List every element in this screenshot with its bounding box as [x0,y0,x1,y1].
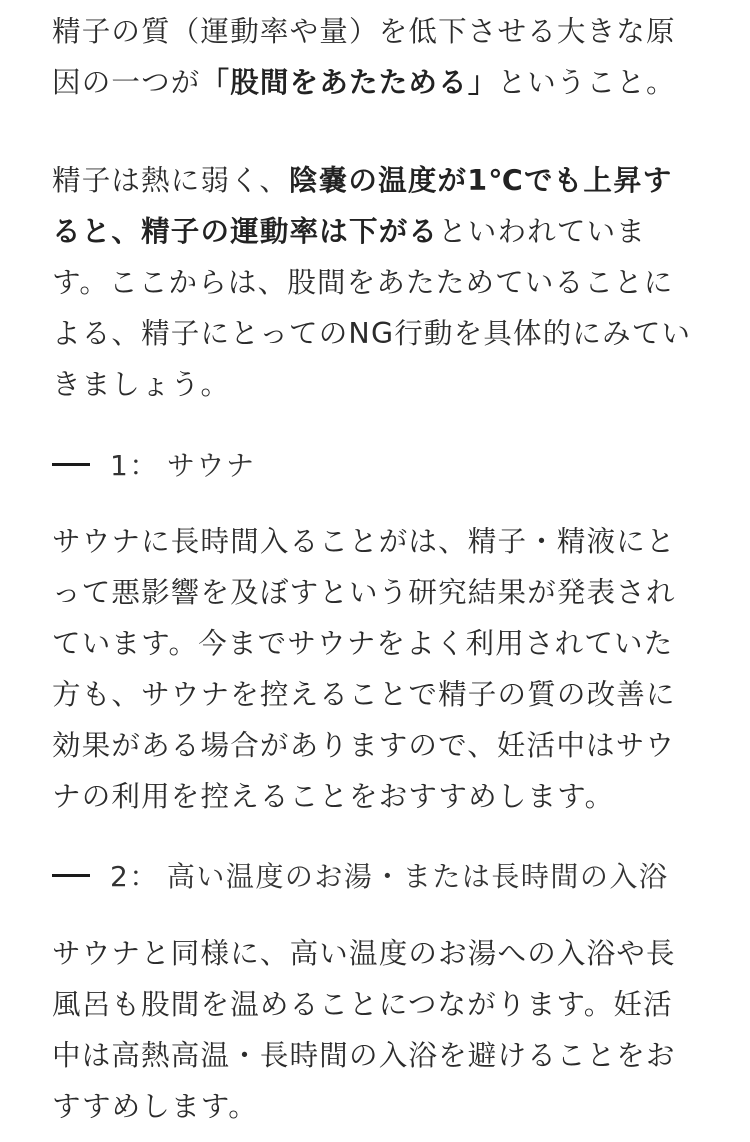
heading-dash-icon [52,874,90,877]
intro-paragraph [52,6,702,108]
sauna-paragraph: サウナに長時間入ることがは、精子・精液にとって悪影響を及ぼすという研究結果が発表されています。今までサウナをよく利用されていた方も、サウナを控えることで精子の質の改善に効果がある場合がありますので、妊活中はサウナの利用を控えることをおすすめします。 [52,525,676,813]
heat-emphasis: 陰嚢の温度が1℃でも上昇すると、精子の運動率は下がる [52,164,673,248]
section-heading-sauna [52,444,255,484]
bath-paragraph: サウナと同様に、高い温度のお湯への入浴や長風呂も股間を温めることにつながります。妊活中は高熱高温・長時間の入浴を避けることをおすすめします。 [52,937,676,1123]
heading-title: 高い温度のお湯・または長時間の入浴 [166,860,669,893]
heading-dash-icon [52,463,90,466]
section-heading-bath [52,855,668,895]
intro-text-1: 精子の質（運動率や量）を低下させる大きな原因の一つが [52,15,676,99]
intro-text-2: ということ。 [497,66,676,99]
intro-emphasis: 「股間をあたためる」 [200,66,498,99]
heading-title: サウナ [166,449,256,482]
heat-text-2: といわれています。ここからは、股間をあたためていることによる、精子にとってのNG行動を具体的にみていきましょう。 [52,215,692,401]
heat-paragraph [52,155,702,410]
heading-number: 2： [110,860,159,893]
heading-number: 1： [110,449,159,482]
heat-text-1: 精子は熱に弱く、 [52,164,290,197]
